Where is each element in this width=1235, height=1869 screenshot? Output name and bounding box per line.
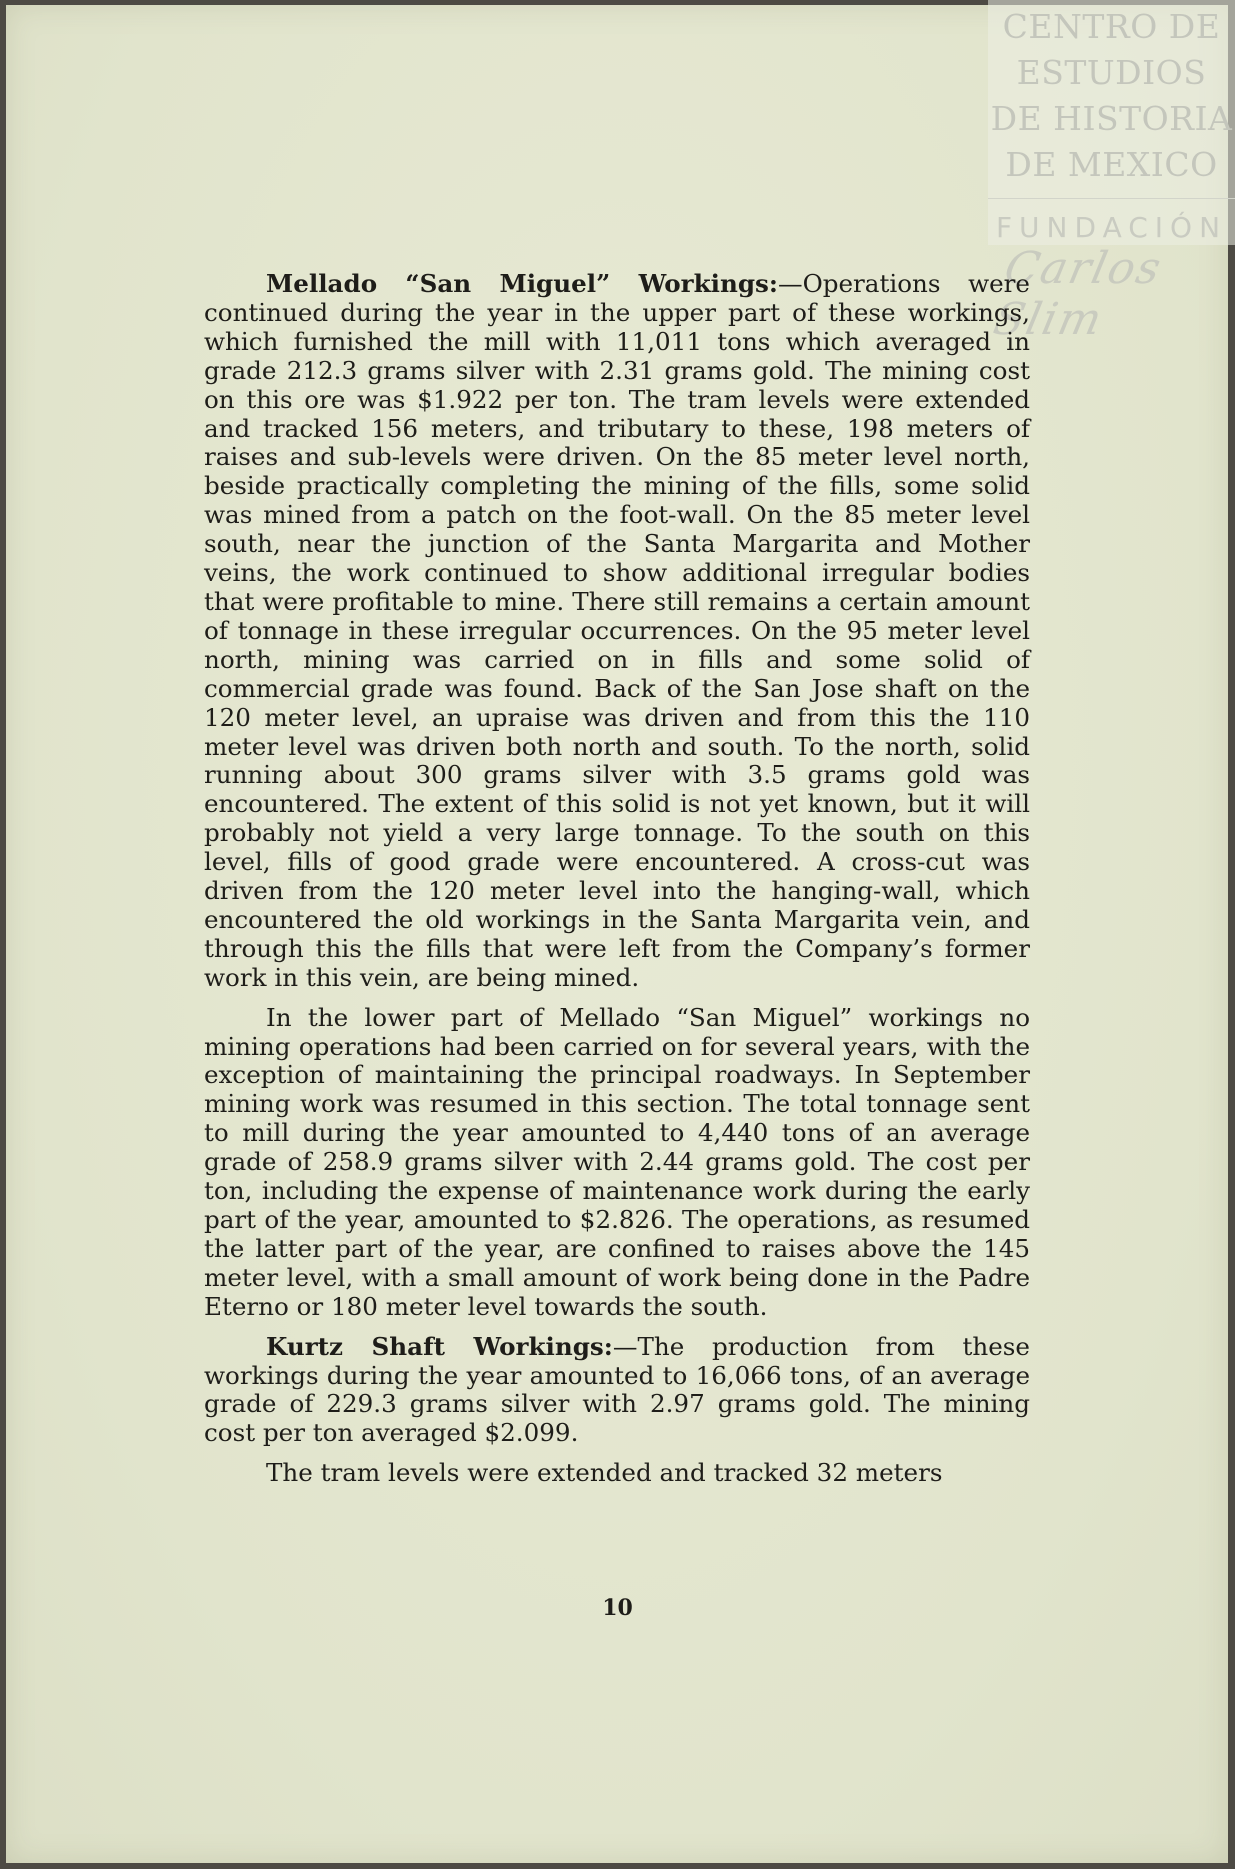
body-text [204, 270, 1030, 1488]
watermark-signature: Carlos Slim [989, 243, 1167, 345]
paragraph [204, 270, 1030, 993]
watermark-line: ESTUDIOS [1016, 53, 1207, 92]
section-heading: Mellado “San Miguel” Workings: [266, 269, 778, 298]
watermark-stamp [988, 0, 1235, 245]
paragraph [204, 1004, 1030, 1322]
paragraph-text: The tram levels were extended and tracked 32 meters [266, 1458, 943, 1488]
page-number: 10 [602, 1595, 633, 1621]
section-heading: Kurtz Shaft Workings: [266, 1331, 613, 1361]
paragraph-text: —Operations were continued during the year in the upper part of these workings, which furnished the mill with 11,011 tons which averaged in grade 212.3 grams silver with 2.31 grams gold. The mining cost on this ore was $1.922 per ton. The tram levels were extended and tracked 156 meters, and tributary to these, 198 meters of raises and sub-levels were driven. On the 85 meter level north, beside practically completing the mining of the fills, some solid was mined from a patch on the foot-wall. On the 85 meter level south, near the junction of the Santa Margarita and Mother veins, the work continued to show additional irregular bodies that were profitable to mine. There still remains a certain amount of tonnage in these irregular occurrences. On the 95 meter level north, mining was carried on in fills and some solid of commercial grade was found. Back of the San Jose shaft on the 120 meter level, an upraise was driven and from this the 110 meter level was driven both north and south. To the north, solid running about 300 grams silver with 3.5 grams gold was encountered. The extent of this solid is not yet known, but it will probably not yield a very large tonnage. To the south on this level, fills of good grade were encountered. A cross-cut was driven from the 120 meter level into the hanging-wall, which encountered the old workings in the Santa Margarita vein, and through this the fills that were left from the Company’s former work in this vein, are being mined. [204, 269, 1030, 992]
paragraph-text: —The production from these workings during the year amounted to 16,066 tons, of an average grade of 229.3 grams silver with 2.97 grams gold. The mining cost per ton averaged $2.099. [204, 1331, 1030, 1448]
paragraph [204, 1459, 1030, 1488]
paragraph [204, 1333, 1030, 1449]
paragraph-text: In the lower part of Mellado “San Miguel” workings no mining operations had been carried on for several years, with the exception of maintaining the principal roadways. In September mining work was resumed in this section. The total tonnage sent to mill during the year amounted to 4,440 tons of an average grade of 258.9 grams silver with 2.44 grams gold. The cost per ton, including the expense of maintenance work during the early part of the year, amounted to $2.826. The operations, as resumed the latter part of the year, are confined to raises above the 145 meter level, with a small amount of work being done in the Padre Eterno or 180 meter level towards the south. [204, 1002, 1030, 1321]
watermark-line: DE MEXICO [1005, 145, 1218, 184]
watermark-fundacion: FUNDACIÓN [995, 211, 1228, 244]
watermark-line: DE HISTORIA [990, 99, 1233, 138]
watermark-line: CENTRO DE [1002, 7, 1221, 46]
watermark-rule [988, 198, 1235, 199]
